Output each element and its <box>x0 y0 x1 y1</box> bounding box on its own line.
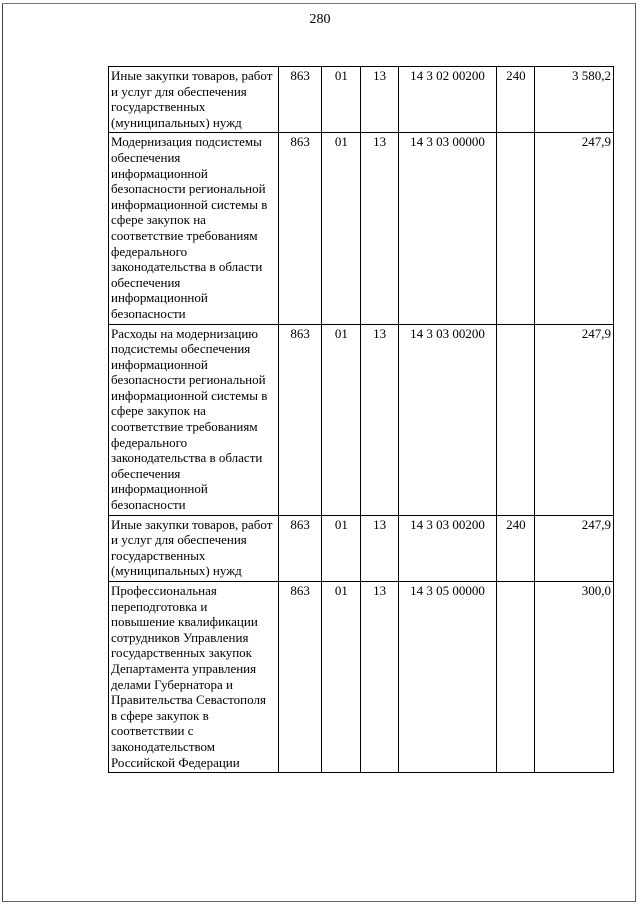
name-line: соответствие требованиям <box>111 227 258 243</box>
row-name-cell <box>109 515 279 581</box>
name-line: соответствии с <box>111 723 194 739</box>
name-line: сотрудников Управления <box>111 629 249 645</box>
ministry-cell: 863 <box>279 582 322 773</box>
name-line: информационной <box>111 356 208 372</box>
name-line: переподготовка и <box>111 598 208 614</box>
target-article-cell: 14 3 03 00200 <box>398 515 497 581</box>
section-cell: 01 <box>322 582 361 773</box>
amount-cell: 300,0 <box>535 582 614 773</box>
name-line: федерального <box>111 434 188 450</box>
name-line: информационной системы в <box>111 387 268 403</box>
name-line: законодательством <box>111 738 216 754</box>
name-line: информационной <box>111 481 208 497</box>
name-line: сфере закупок на <box>111 212 206 228</box>
section-cell: 01 <box>322 324 361 515</box>
ministry-cell: 863 <box>279 324 322 515</box>
name-line: соответствие требованиям <box>111 419 258 435</box>
name-line: Профессиональная <box>111 583 217 598</box>
name-line: законодательства в области <box>111 450 263 466</box>
name-line: Департамента управления <box>111 660 257 676</box>
name-line: подсистемы обеспечения <box>111 341 251 357</box>
name-line: государственных <box>111 99 206 115</box>
name-line: обеспечения <box>111 274 181 290</box>
name-line: (муниципальных) нужд <box>111 114 242 130</box>
row-name-cell <box>109 582 279 773</box>
amount-cell: 247,9 <box>535 324 614 515</box>
row-name-cell <box>109 67 279 133</box>
amount-cell: 247,9 <box>535 515 614 581</box>
expense-type-cell: 240 <box>497 515 535 581</box>
expense-type-cell <box>497 133 535 324</box>
table-row <box>109 133 614 324</box>
subsection-cell: 13 <box>361 324 398 515</box>
expense-type-cell: 240 <box>497 67 535 133</box>
name-line: Расходы на модернизацию <box>111 325 258 341</box>
name-line: в сфере закупок в <box>111 707 209 723</box>
name-line: безопасности региональной <box>111 372 266 388</box>
target-article-cell: 14 3 05 00000 <box>398 582 497 773</box>
ministry-cell: 863 <box>279 515 322 581</box>
subsection-cell: 13 <box>361 133 398 324</box>
name-line: и услуг для обеспечения <box>111 83 247 99</box>
target-article-cell: 14 3 02 00200 <box>398 67 497 133</box>
table-row <box>109 515 614 581</box>
table-row <box>109 324 614 515</box>
name-line: обеспечения <box>111 149 181 165</box>
target-article-cell: 14 3 03 00200 <box>398 324 497 515</box>
name-line: государственных закупок <box>111 645 252 661</box>
subsection-cell: 13 <box>361 67 398 133</box>
name-line: безопасности <box>111 497 186 513</box>
name-line: Модернизация подсистемы <box>111 134 262 150</box>
row-name-cell <box>109 133 279 324</box>
table-row <box>109 67 614 133</box>
name-line: информационной <box>111 165 208 181</box>
name-line: Иные закупки товаров, работ <box>111 516 273 532</box>
name-line: информационной системы в <box>111 196 268 212</box>
section-cell: 01 <box>322 515 361 581</box>
table-row <box>109 582 614 773</box>
amount-cell: 3 580,2 <box>535 67 614 133</box>
row-name-cell <box>109 324 279 515</box>
page-number: 280 <box>309 12 331 27</box>
name-line: Российской Федерации <box>111 754 240 770</box>
name-line: безопасности региональной <box>111 181 266 197</box>
name-line: и услуг для обеспечения <box>111 532 247 548</box>
section-cell: 01 <box>322 67 361 133</box>
table-body <box>109 67 614 773</box>
ministry-cell: 863 <box>279 67 322 133</box>
name-line: обеспечения <box>111 465 181 481</box>
name-line: делами Губернатора и <box>111 676 234 692</box>
name-line: федерального <box>111 243 188 259</box>
expense-type-cell <box>497 582 535 773</box>
name-line: законодательства в области <box>111 259 263 275</box>
name-line: повышение квалификации <box>111 614 258 630</box>
expense-type-cell <box>497 324 535 515</box>
name-line: информационной <box>111 290 208 306</box>
target-article-cell: 14 3 03 00000 <box>398 133 497 324</box>
section-cell: 01 <box>322 133 361 324</box>
ministry-cell: 863 <box>279 133 322 324</box>
name-line: Иные закупки товаров, работ <box>111 68 273 83</box>
name-line: безопасности <box>111 305 186 321</box>
name-line: сфере закупок на <box>111 403 206 419</box>
name-line: (муниципальных) нужд <box>111 563 242 579</box>
subsection-cell: 13 <box>361 582 398 773</box>
amount-cell: 247,9 <box>535 133 614 324</box>
subsection-cell: 13 <box>361 515 398 581</box>
name-line: государственных <box>111 547 206 563</box>
name-line: Правительства Севастополя <box>111 692 266 708</box>
budget-table <box>108 66 614 773</box>
